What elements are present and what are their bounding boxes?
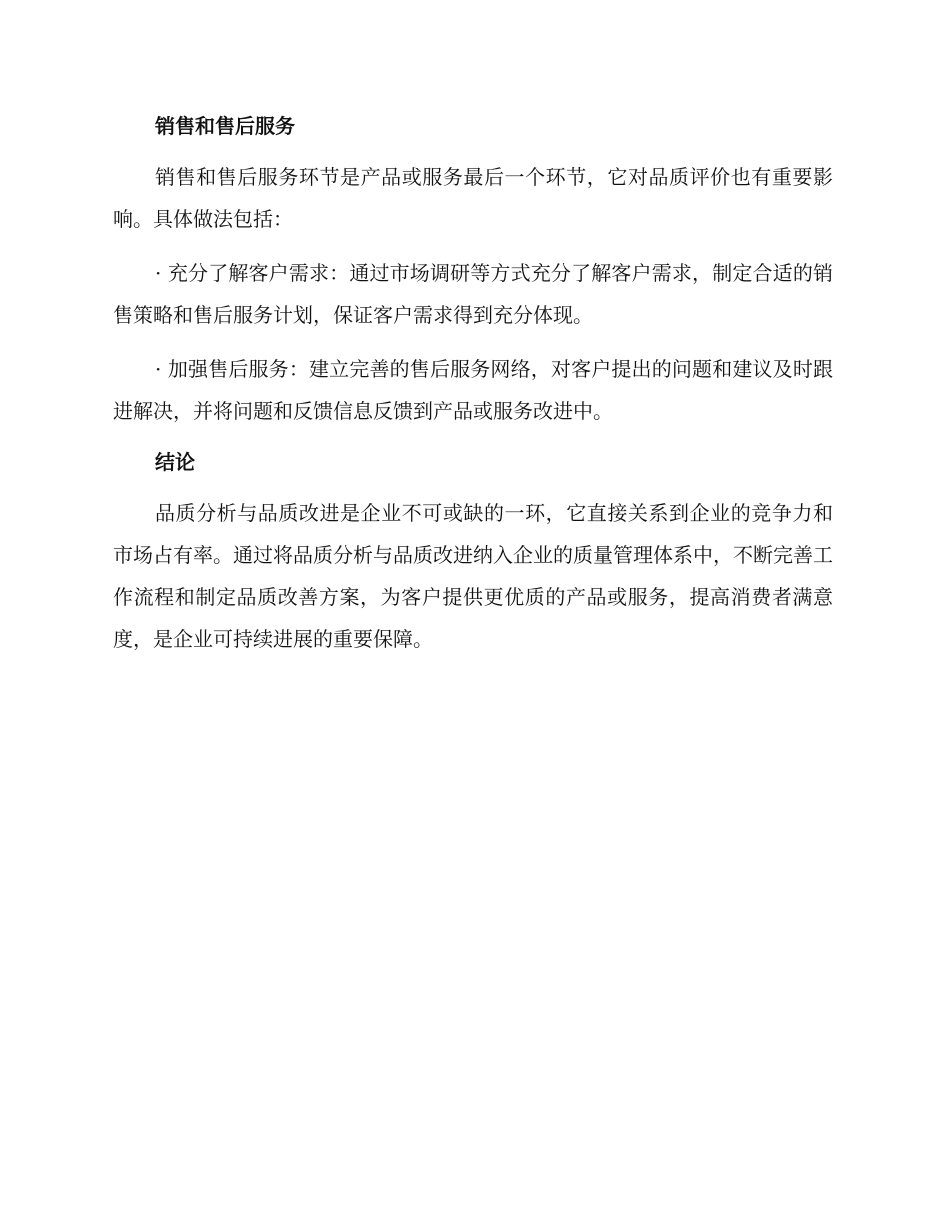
bullet-understand-needs: · 充分了解客户需求：通过市场调研等方式充分了解客户需求，制定合适的销售策略和售后服务计划，保证客户需求得到充分体现。 [113, 261, 833, 327]
paragraph-conclusion: 品质分析与品质改进是企业不可或缺的一环，它直接关系到企业的竞争力和市场占有率。通过将品质分析与品质改进纳入企业的质量管理体系中，不断完善工作流程和制定品质改善方案，为客户提供更优质的产品或服务，提高消费者满意度，是企业可持续进展的重要保障。 [113, 501, 833, 651]
document-page [113, 108, 833, 672]
section-heading-sales-service: 销售和售后服务 [155, 114, 295, 138]
bullet-after-sales: · 加强售后服务：建立完善的售后服务网络，对客户提出的问题和建议及时跟进解决，并将问题和反馈信息反馈到产品或服务改进中。 [113, 357, 833, 423]
section-heading-conclusion: 结论 [155, 450, 195, 474]
paragraph-sales-intro: 销售和售后服务环节是产品或服务最后一个环节，它对品质评价也有重要影响。具体做法包括： [113, 165, 833, 231]
